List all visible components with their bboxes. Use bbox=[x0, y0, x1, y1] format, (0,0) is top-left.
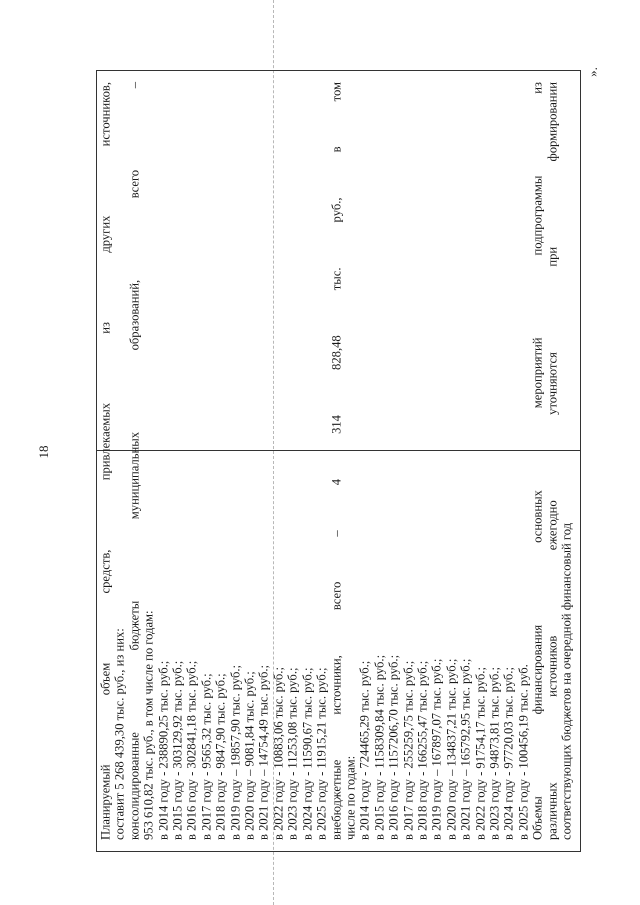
intro-line: Планируемый объем средств, привлекаемых из других источников, bbox=[98, 82, 113, 840]
extrabudget-year-line: в 2017 году - 255259,75 тыс. руб.; bbox=[401, 660, 416, 840]
extrabudget-year-line: в 2021 году – 165792,95 тыс. руб.; bbox=[458, 658, 473, 840]
extrabudget-year-line: в 2015 году - 1158309,84 тыс. руб.; bbox=[372, 654, 387, 840]
intro-line: 953 610,82 тыс. руб., в том числе по годам: bbox=[141, 610, 156, 840]
closing-note-line: Объемы финансирования основных мероприятий подпрограммы из bbox=[530, 82, 545, 840]
municipal-year-line: в 2019 году – 19857,90 тыс. руб.; bbox=[228, 664, 243, 840]
closing-note-line: соответствующих бюджетов на очередной финансовый год bbox=[559, 522, 574, 840]
extrabudget-year-line: в 2022 году - 91754,17 тыс. руб.; bbox=[473, 667, 488, 840]
page-number: 18 bbox=[36, 445, 51, 459]
municipal-year-line: в 2015 году - 303129,92 тыс. руб.; bbox=[170, 660, 185, 840]
intro-line: составит 5 268 439,30 тыс. руб., из них: bbox=[112, 628, 127, 840]
municipal-year-line: в 2021 году – 14754,49 тыс. руб.; bbox=[256, 664, 271, 840]
closing-quote: ». bbox=[584, 67, 600, 77]
municipal-year-line: в 2018 году - 9847,90 тыс. руб.; bbox=[213, 673, 228, 840]
extrabudget-intro-line: внебюджетные источники, всего – 4 314 828,48 тыс. руб., в том bbox=[329, 82, 343, 840]
extrabudget-intro-line: числе по годам: bbox=[343, 755, 358, 840]
extrabudget-year-line: в 2016 году - 1157206,70 тыс. руб.; bbox=[386, 654, 401, 840]
municipal-year-line: в 2020 году – 9081,84 тыс. руб.; bbox=[242, 671, 257, 840]
municipal-year-line: в 2022 году - 10883,06 тыс. руб.; bbox=[271, 667, 286, 840]
rotated-text-cell bbox=[97, 64, 580, 844]
extrabudget-year-line: в 2020 году – 134837,21 тыс. руб.; bbox=[444, 658, 459, 840]
municipal-year-line: в 2014 году - 238890,25 тыс. руб.; bbox=[156, 660, 171, 840]
funding-text-block bbox=[99, 82, 574, 840]
extrabudget-year-line: в 2014 году - 724465,29 тыс. руб.; bbox=[357, 660, 372, 840]
closing-note-line: различных источников ежегодно уточняются при формировании bbox=[545, 82, 560, 840]
municipal-year-line: в 2016 году - 302841,18 тыс. руб.; bbox=[184, 660, 199, 840]
municipal-year-line: в 2023 году - 11253,08 тыс. руб.; bbox=[285, 667, 300, 840]
extrabudget-year-line: в 2024 году - 97720,03 тыс. руб.; bbox=[501, 667, 516, 840]
municipal-year-line: в 2024 году - 11590,67 тыс. руб.; bbox=[300, 667, 315, 840]
intro-line: консолидированные бюджеты муниципальных образований, всего – bbox=[127, 82, 142, 840]
extrabudget-year-line: в 2023 году - 94873,81 тыс. руб.; bbox=[487, 667, 502, 840]
extrabudget-year-line: в 2018 году - 166255,47 тыс. руб.; bbox=[415, 660, 430, 840]
municipal-year-line: в 2017 году - 9565,32 тыс. руб.; bbox=[199, 673, 214, 840]
extrabudget-year-line: в 2025 году - 100456,19 тыс. руб. bbox=[516, 664, 531, 840]
extrabudget-year-line: в 2019 году – 167897,07 тыс. руб.; bbox=[429, 658, 444, 840]
municipal-year-line: в 2025 году - 11915,21 тыс. руб.; bbox=[314, 667, 329, 840]
